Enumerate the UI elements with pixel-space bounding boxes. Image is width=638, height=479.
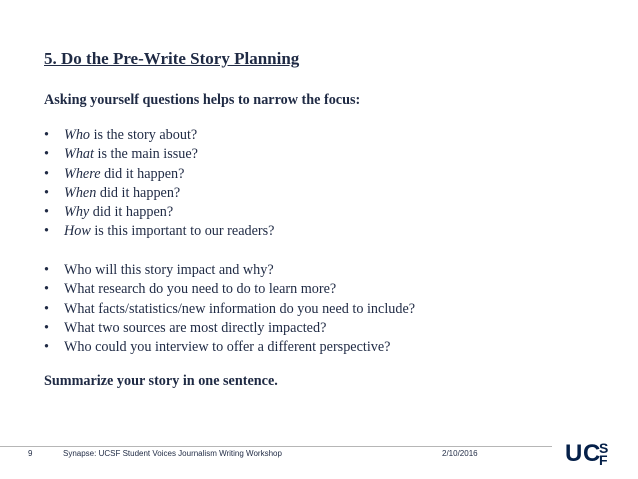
question-text: What two sources are most directly impacted? bbox=[64, 319, 327, 336]
bullet-icon: • bbox=[44, 223, 49, 240]
question-text: is the story about? bbox=[90, 127, 198, 143]
bullet-icon: • bbox=[44, 184, 49, 201]
slide-title: 5. Do the Pre-Write Story Planning bbox=[44, 49, 300, 68]
bullet-icon: • bbox=[44, 339, 49, 356]
ucsf-logo bbox=[565, 440, 621, 466]
question-text: did it happen? bbox=[100, 165, 185, 182]
question-keyword: What bbox=[64, 146, 94, 163]
question-text: Who will this story impact and why? bbox=[64, 262, 274, 278]
question-item bbox=[44, 261, 415, 280]
bullet-icon: • bbox=[44, 262, 49, 278]
question-keyword: Where bbox=[64, 165, 101, 182]
footer-text: Synapse: UCSF Student Voices Journalism Writing Workshop bbox=[63, 449, 282, 458]
question-keyword: When bbox=[64, 184, 97, 201]
footer-date: 2/10/2016 bbox=[442, 449, 478, 458]
logo-letter-c: C bbox=[583, 440, 600, 467]
question-item bbox=[44, 280, 415, 299]
question-text: is this important to our readers? bbox=[90, 223, 275, 240]
question-text: What research do you need to do to learn more? bbox=[64, 281, 337, 298]
bullet-icon: • bbox=[44, 146, 49, 163]
question-item bbox=[44, 184, 274, 203]
question-keyword: Why bbox=[64, 204, 90, 221]
logo-letter-f: F bbox=[599, 452, 607, 468]
question-item bbox=[44, 338, 415, 357]
question-item bbox=[44, 126, 274, 145]
question-text: is the main issue? bbox=[93, 146, 198, 163]
question-keyword: How bbox=[64, 223, 91, 240]
question-keyword: Who bbox=[64, 127, 91, 143]
question-text: What facts/statistics/new information do you need to include? bbox=[64, 300, 416, 317]
footer-divider bbox=[0, 446, 552, 447]
bullet-icon: • bbox=[44, 281, 49, 298]
subheading: Asking yourself questions helps to narrow the focus: bbox=[44, 92, 361, 108]
deeper-questions-list bbox=[44, 261, 415, 357]
bullet-icon: • bbox=[44, 204, 49, 221]
question-text: did it happen? bbox=[89, 204, 174, 221]
basic-questions-list bbox=[44, 126, 274, 242]
bullet-icon: • bbox=[44, 319, 49, 336]
question-text: did it happen? bbox=[96, 184, 181, 201]
question-item bbox=[44, 203, 274, 222]
question-item bbox=[44, 300, 415, 319]
question-item bbox=[44, 165, 274, 184]
bullet-icon: • bbox=[44, 165, 49, 182]
bullet-icon: • bbox=[44, 127, 49, 143]
summary-prompt: Summarize your story in one sentence. bbox=[44, 373, 278, 389]
logo-letter-u: U bbox=[565, 440, 582, 467]
question-item bbox=[44, 222, 274, 241]
page-number: 9 bbox=[28, 449, 33, 458]
question-item bbox=[44, 145, 274, 164]
logo-letter-s: S bbox=[599, 440, 608, 456]
question-item bbox=[44, 319, 415, 338]
bullet-icon: • bbox=[44, 300, 49, 317]
question-text: Who could you interview to offer a different perspective? bbox=[64, 339, 391, 356]
